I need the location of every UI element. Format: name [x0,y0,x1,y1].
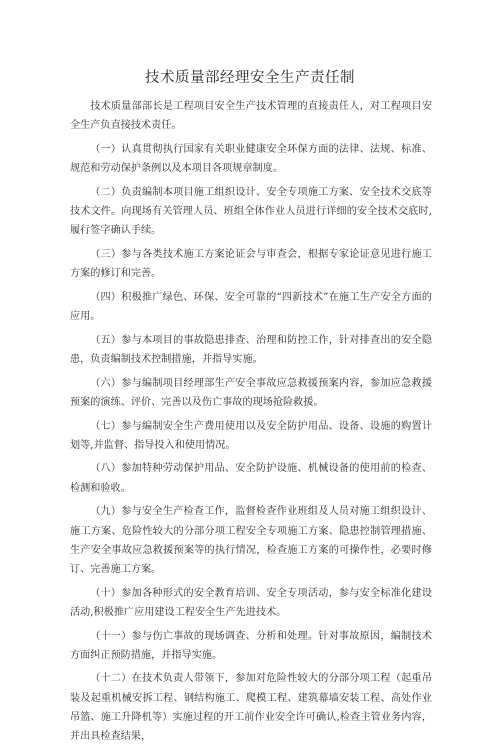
paragraph-item-2: （二）负责编制本项目施工组织设计、安全专项施工方案、安全技术交底等技术文件。向现场有关管理人员、班组全体作业人员进行详细的安全技术交底时,履行签字确认手续。 [70,186,432,237]
paragraph-item-9: （九）参与安全生产检查工作，监督检查作业班组及人员对施工组织设计、施工方案、危险性较大的分部分项工程安全专项施工方案、隐患控制管理措施、生产安全事故应急救援预案等的执行情况，检查施工方案的可操作性，必要时修订、完善施工方案。 [70,506,432,575]
paragraph-item-7: （七）参与编制安全生产费用使用以及安全防护用品、设备、设施的购置计划等,并监督、指导投入和使用情况。 [70,420,432,451]
paragraph-item-12: （十二）在技术负责人带领下，参加对危险性较大的分部分项工程（起重吊装及起重机械安拆工程、钢结构施工、爬模工程、建筑幕墙安装工程、高处作业吊篮、施工升降机等）实施过程的开工前作业安全许可确认,检查主管业务内容，并出具检查结果， [70,673,432,743]
paragraph-item-8: （八）参加特种劳动保护用品、安全防护设施、机械设备的使用前的检查、检测和验收。 [70,463,432,494]
paragraph-intro: 技术质量部部长是工程项目安全生产技术管理的直接责任人，对工程项目安全生产负直接技术责任。 [70,101,432,132]
document-body [70,97,432,751]
paragraph-item-3: （三）参与各类技术施工方案论证会与审查会，根据专家论证意见进行施工方案的修订和完善。 [70,248,432,280]
paragraph-item-5: （五）参与本项目的事故隐患排查、治理和防控工作，针对排查出的安全隐患，负责编制技术控制措施，并指导实施。 [70,334,432,365]
paragraph-item-1: （一）认真贯彻执行国家有关职业健康安全环保方面的法律、法规、标准、规范和劳动保护条例以及本项目各项规章制度。 [70,143,432,175]
paragraph-item-4: （四）积极推广绿色、环保、安全可靠的“四新技术”在施工生产安全方面的应用。 [70,291,432,323]
paragraph-item-11: （十一）参与伤亡事故的现场调查、分析和处理。针对事故原因，编制技术方面纠正预防措施，并指导实施。 [70,630,432,661]
paragraph-item-10: （十）参加各种形式的安全教育培训、安全专项活动，参与安全标准化建设活动,积极推广应用建设工程安全生产先进技术。 [70,587,432,618]
document-title: 技术质量部经理安全生产责任制 [145,70,355,86]
paragraph-item-6: （六）参与编制项目经理部生产安全事故应急救援预案内容，参加应急救援预案的演练、评价、完善以及伤亡事故的现场抢险救援。 [70,377,432,408]
